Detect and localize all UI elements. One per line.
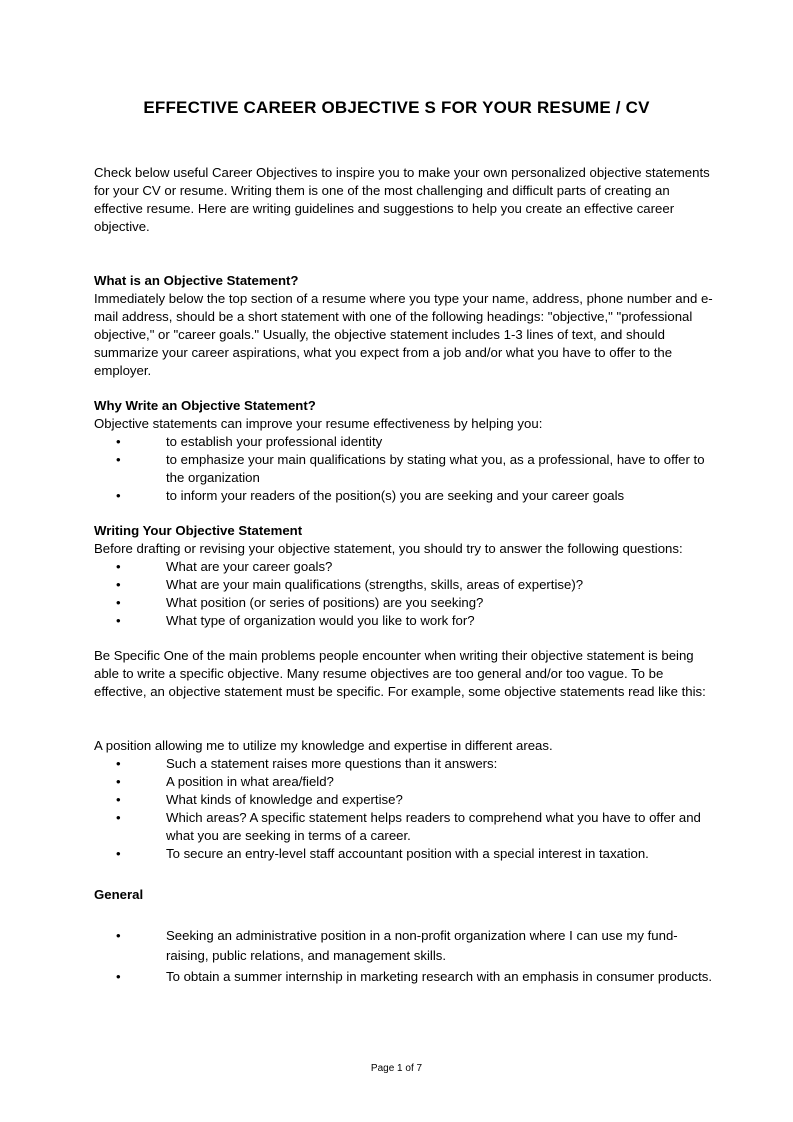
list-item: • What position (or series of positions) are you seeking? xyxy=(116,595,484,610)
list-item: • Which areas? A specific statement helps readers to comprehend what you have to offer and what you are seeking in terms of a career. xyxy=(116,810,701,843)
list-item: • A position in what area/field? xyxy=(116,774,334,789)
list-item: • To secure an entry-level staff accountant position with a special interest in taxation. xyxy=(116,846,649,861)
section-heading: General xyxy=(94,887,144,902)
section-heading: Writing Your Objective Statement xyxy=(94,523,303,538)
section-why-write xyxy=(94,397,714,505)
bullet-icon: • xyxy=(116,756,121,771)
bullet-icon: • xyxy=(116,613,121,628)
bullet-icon: • xyxy=(116,774,121,789)
list-item: • to inform your readers of the position(s) you are seeking and your career goals xyxy=(116,488,625,503)
section-heading: What is an Objective Statement? xyxy=(94,273,299,288)
bullet-icon: • xyxy=(116,846,121,861)
list-item: • What are your main qualifications (strengths, skills, areas of expertise)? xyxy=(116,577,584,592)
section-text: Be Specific One of the main problems people encounter when writing their objective statement is being able to write a specific objective. Many resume objectives are too general and/or too vague. To be effective, an objective statement must be specific. For example, some objective statements read like this: xyxy=(94,648,706,699)
intro-text: Check below useful Career Objectives to inspire you to make your own personalized objective statements for your CV or resume. Writing them is one of the most challenging and difficult parts of creating an effective resume. Here are writing guidelines and suggestions to help you create an effective career objective. xyxy=(94,165,710,234)
section-objective-statement xyxy=(94,272,714,380)
page-number: Page 1 of 7 xyxy=(370,1063,423,1074)
document-title: EFFECTIVE CAREER OBJECTIVE S FOR YOUR RESUME / CV xyxy=(143,98,650,117)
bullet-icon: • xyxy=(116,577,121,592)
bullet-icon: • xyxy=(116,810,121,825)
section-general-list xyxy=(94,926,714,987)
section-general xyxy=(94,886,714,904)
bullet-list xyxy=(94,433,714,505)
list-item: • What are your career goals? xyxy=(116,559,333,574)
bullet-list xyxy=(94,926,714,987)
section-example xyxy=(94,737,714,863)
section-writing-objective xyxy=(94,522,714,630)
bullet-icon: • xyxy=(116,434,121,449)
bullet-icon: • xyxy=(116,559,121,574)
intro-paragraph xyxy=(94,164,714,236)
list-item: • What kinds of knowledge and expertise? xyxy=(116,792,403,807)
list-item: • to emphasize your main qualifications by stating what you, as a professional, have to offer to the organization xyxy=(116,452,705,485)
section-text: Objective statements can improve your resume effectiveness by helping you: xyxy=(94,416,543,431)
list-item: • Seeking an administrative position in a non-profit organization where I can use my fund-raising, public relations, and management skills. xyxy=(116,928,678,963)
section-heading: Why Write an Objective Statement? xyxy=(94,398,316,413)
list-item: • What type of organization would you like to work for? xyxy=(116,613,475,628)
section-text: Before drafting or revising your objective statement, you should try to answer the following questions: xyxy=(94,541,683,556)
bullet-icon: • xyxy=(116,969,121,984)
list-item: • to establish your professional identity xyxy=(116,434,383,449)
bullet-icon: • xyxy=(116,792,121,807)
bullet-icon: • xyxy=(116,452,121,467)
bullet-icon: • xyxy=(116,928,121,943)
list-item: • To obtain a summer internship in marketing research with an emphasis in consumer products. xyxy=(94,967,714,987)
bullet-icon: • xyxy=(116,488,121,503)
bullet-list xyxy=(94,558,714,630)
list-item: • Such a statement raises more questions than it answers: xyxy=(116,756,498,771)
bullet-list xyxy=(94,755,714,863)
section-text: A position allowing me to utilize my knowledge and expertise in different areas. xyxy=(94,738,553,753)
section-text: Immediately below the top section of a resume where you type your name, address, phone number and e-mail address, should be a short statement with one of the following headings: "objective," "professional objective," or "career goals." Usually, the objective statement includes 1-3 lines of text, and should summarize your career aspirations, what you expect from a job and/or what you have to offer to the employer. xyxy=(94,291,713,378)
section-be-specific xyxy=(94,647,714,701)
bullet-icon: • xyxy=(116,595,121,610)
